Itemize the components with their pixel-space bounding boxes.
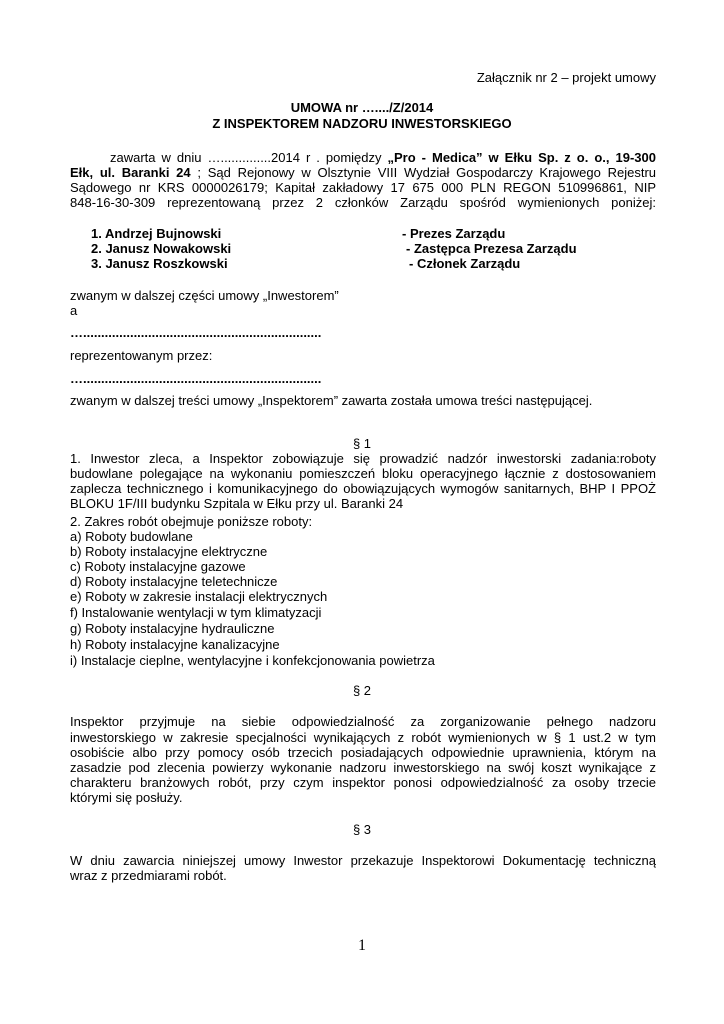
inspector-name-blank: ….................................................................. [70, 325, 322, 340]
page-number: 1 [358, 937, 366, 954]
company-name: „Pro - Medica” w Ełku Sp. z o. o., 19-300 [387, 150, 656, 165]
board-member-role: - Zastępca Prezesa Zarządu [406, 241, 577, 256]
scope-intro: 2. Zakres robót obejmuje poniższe roboty: [70, 514, 313, 529]
scope-item: h) Roboty instalacyjne kanalizacyjne [70, 637, 280, 652]
company-address: Ełk, ul. Baranki 24 [70, 165, 191, 180]
contract-title: UMOWA nr …..../Z/2014 [290, 100, 434, 115]
board-member-role: - Członek Zarządu [409, 256, 521, 271]
section-2-line: zasadzie pod zlecenia powierzy wykonanie nadzoru inwestorskiego na swój koszt wynikające z [70, 760, 656, 775]
board-member-name: 1. Andrzej Bujnowski [91, 226, 222, 241]
board-member-name: 3. Janusz Roszkowski [91, 256, 228, 271]
scope-item: a) Roboty budowlane [70, 529, 193, 544]
scope-item: d) Roboty instalacyjne teletechnicze [70, 574, 278, 589]
section-3-line: wraz z przedmiarami robót. [70, 868, 227, 883]
scope-item: c) Roboty instalacyjne gazowe [70, 559, 246, 574]
intro-line-2 [70, 165, 656, 180]
section-1-heading: § 1 [352, 436, 372, 451]
scope-item: b) Roboty instalacyjne elektryczne [70, 544, 268, 559]
section-1-p1-line: BLOKU 1F/III budynku Szpitala w Ełku przy ul. Baranki 24 [70, 496, 404, 511]
intro-line-3: Sądowego nr KRS 0000026179; Kapitał zakładowy 17 675 000 PLN REGON 510996861, NIP [70, 180, 656, 195]
contract-subtitle: Z INSPEKTOREM NADZORU INWESTORSKIEGO [212, 116, 512, 131]
intro-line-4: 848-16-30-309 reprezentowaną przez 2 członków Zarządu spośród wymienionych poniżej: [70, 195, 656, 210]
attachment-label: Załącznik nr 2 – projekt umowy [476, 70, 656, 85]
section-1-p1-line: 1. Inwestor zleca, a Inspektor zobowiązuje się prowadzić nadzór inwestorski zadania:roboty [70, 451, 656, 466]
scope-item: g) Roboty instalacyjne hydrauliczne [70, 621, 275, 636]
board-member-role: - Prezes Zarządu [402, 226, 506, 241]
section-2-line: charakteru branżowych robót, przy czym inspektor ponosi odpowiedzialność za osoby trzecie [70, 775, 656, 790]
section-2-line: Inspektor przyjmuje na siebie odpowiedzialność za zorganizowanie pełnego nadzoru [70, 714, 656, 729]
board-member-name: 2. Janusz Nowakowski [91, 241, 232, 256]
section-2-heading: § 2 [352, 683, 372, 698]
section-2-line: którymi się posłuży. [70, 790, 183, 805]
scope-item: i) Instalacje cieplne, wentylacyjne i konfekcjonowania powietrza [70, 653, 435, 668]
scope-item: e) Roboty w zakresie instalacji elektrycznych [70, 589, 328, 604]
section-2-line: osobiście albo przy pomocy osób trzecich posiadających odpowiednie uprawnienia, którym na [70, 745, 656, 760]
represented-by-label: reprezentowanym przez: [70, 348, 213, 363]
section-3-line: W dniu zawarcia niniejszej umowy Inwestor przekazuje Inspektorowi Dokumentację techniczną [70, 853, 656, 868]
section-1-p1-line: zaplecza technicznego i komunikacyjnego do obowiązujących wymogów sanitarnych, BHP I PPOŻ [70, 481, 656, 496]
intro-line-1 [110, 150, 656, 165]
section-1-p1-line: budowlane polegające na wykonaniu pomieszczeń bloku operacyjnego łącznie z dostosowaniem [70, 466, 656, 481]
conjunction-and: a [70, 303, 78, 318]
representative-blank: ….................................................................. [70, 371, 322, 386]
scope-item: f) Instalowanie wentylacji w tym klimatyzacji [70, 605, 322, 620]
inspector-definition: zwanym w dalszej treści umowy „Inspektorem” zawarta została umowa treści następującej. [70, 393, 593, 408]
intro-date-text: zawarta w dniu …..............2014 r . pomiędzy [110, 150, 388, 165]
section-2-line: inwestorskiego w zakresie specjalności wynikających z robót wymienionych w § 1 ust.2 w tym [70, 730, 656, 745]
investor-definition: zwanym w dalszej części umowy „Inwestorem” [70, 288, 339, 303]
section-3-heading: § 3 [352, 822, 372, 837]
court-registry: ; Sąd Rejonowy w Olsztynie VIII Wydział Gospodarczy Krajowego Rejestru [190, 165, 656, 180]
